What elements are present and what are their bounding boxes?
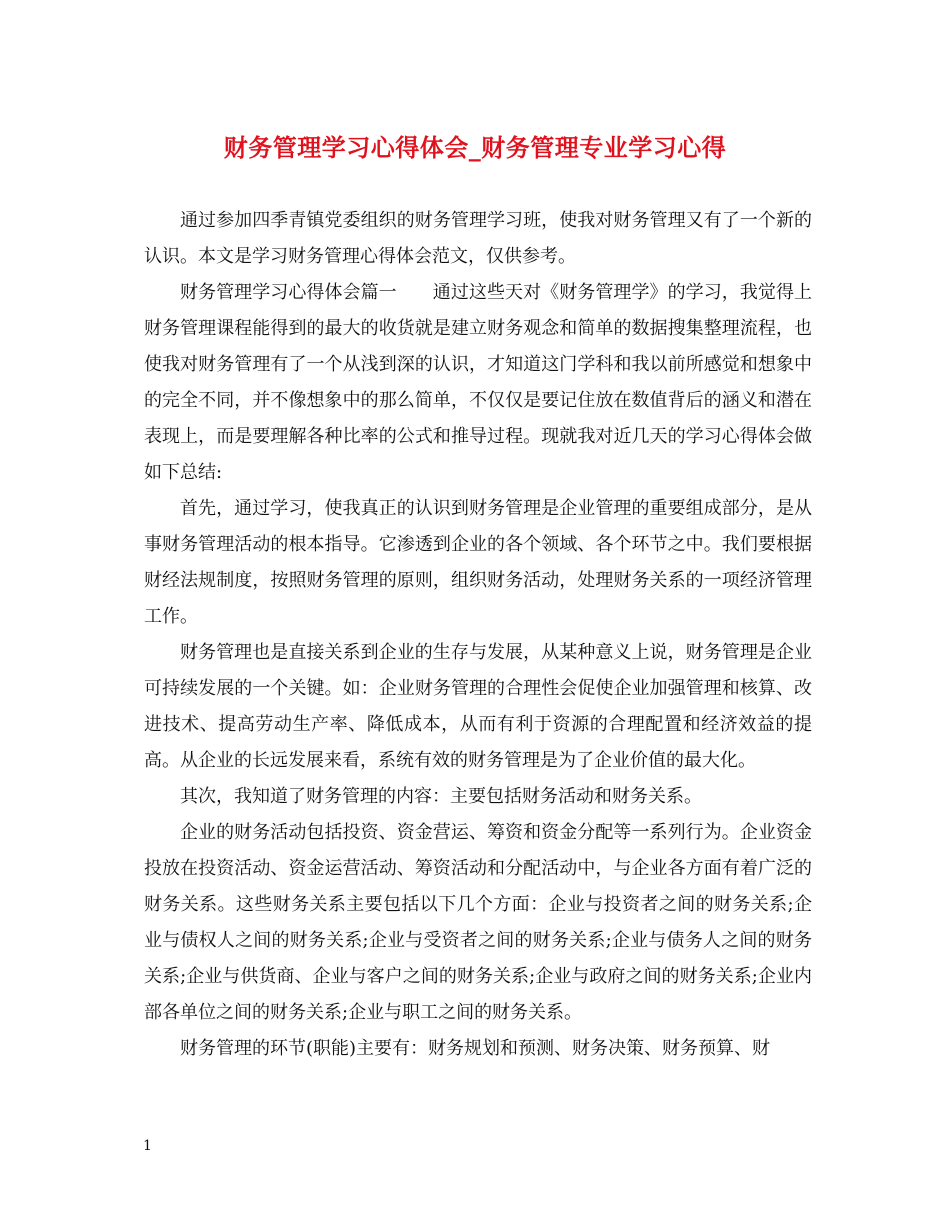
paragraph-first-point: 首先，通过学习，使我真正的认识到财务管理是企业管理的重要组成部分，是从事财务管理活动的根本指导。它渗透到企业的各个领域、各个环节之中。我们要根据财经法规制度，按照财务管理的原则，组织财务活动，处理财务关系的一项经济管理工作。 [144, 498, 812, 627]
paragraph-survival: 财务管理也是直接关系到企业的生存与发展，从某种意义上说，财务管理是企业可持续发展的一个关键。如：企业财务管理的合理性会促使企业加强管理和核算、改进技术、提高劳动生产率、降低成本，从而有利于资源的合理配置和经济效益的提高。从企业的长远发展来看，系统有效的财务管理是为了企业价值的最大化。 [144, 642, 812, 771]
section-text: 通过这些天对《财务管理学》的学习，我觉得上财务管理课程能得到的最大的收货就是建立财务观念和简单的数据搜集整理流程，也使我对财务管理有了一个从浅到深的认识，才知道这门学科和我以前所感觉和想象中的完全不同，并不像想象中的那么简单，不仅仅是要记住放在数值背后的涵义和潜在表现上，而是要理解各种比率的公式和推导过程。现就我对近几天的学习心得体会做如下总结: [144, 282, 813, 483]
document-body [144, 203, 812, 1067]
paragraph-intro: 通过参加四季青镇党委组织的财务管理学习班，使我对财务管理又有了一个新的认识。本文是学习财务管理心得体会范文，仅供参考。 [144, 210, 812, 267]
paragraph-second-point: 其次，我知道了财务管理的内容：主要包括财务活动和财务关系。 [180, 786, 702, 807]
document-title: 财务管理学习心得体会_财务管理专业学习心得 [223, 133, 727, 162]
paragraph-functions: 财务管理的环节(职能)主要有：财务规划和预测、财务决策、财务预算、财 [180, 1038, 771, 1059]
page-number: 1 [143, 1138, 152, 1154]
paragraph-section-one [144, 275, 812, 491]
section-heading: 财务管理学习心得体会篇一 [180, 282, 397, 303]
paragraph-financial-activities: 企业的财务活动包括投资、资金营运、筹资和资金分配等一系列行为。企业资金投放在投资活动、资金运营活动、筹资活动和分配活动中，与企业各方面有着广泛的财务关系。这些财务关系主要包括以下几个方面：企业与投资者之间的财务关系;企业与债权人之间的财务关系;企业与受资者之间的财务关系;企业与债务人之间的财务关系;企业与供货商、企业与客户之间的财务关系;企业与政府之间的财务关系;企业内部各单位之间的财务关系;企业与职工之间的财务关系。 [144, 822, 812, 1023]
